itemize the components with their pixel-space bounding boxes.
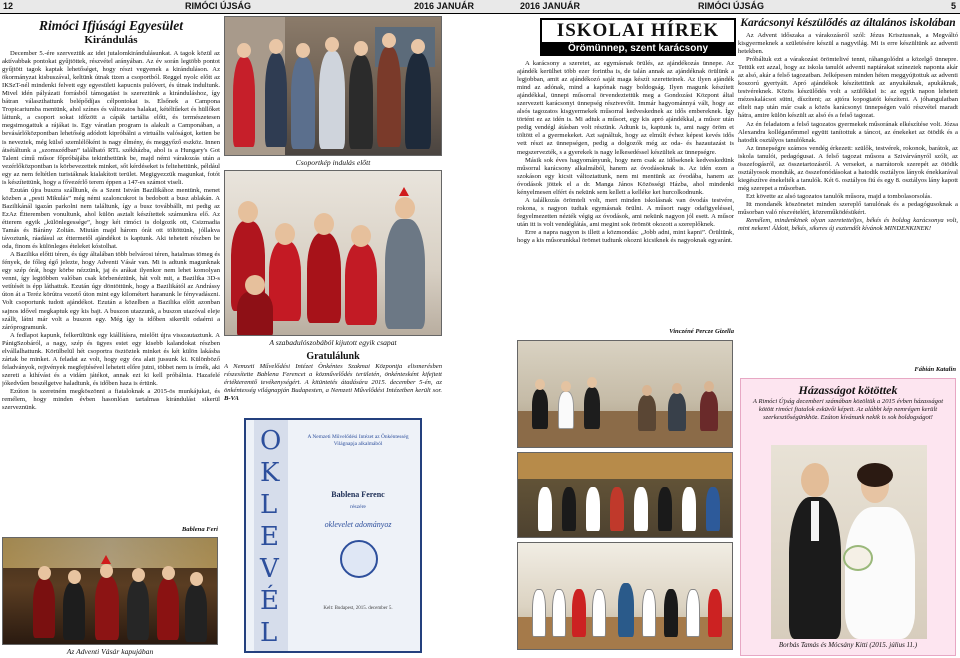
- christmas-paragraph: Az én feladatom a felső tagozatos gyermekek műsorának elkészítése volt. Józsa Alexandra kolléganőmmel együtt tanítottuk a táncot, az énekeket az ötödik és a hatodik osztályos tanulóknak.: [738, 120, 958, 144]
- certificate-letter: K: [260, 458, 280, 488]
- article-paragraph: Ezúton is szeretném megköszönni a fiataloknak a 2015-ös munkájukat, és remélem, hogy minden évben hasonlóan tartalmas kirándulást sikerül szerveznünk.: [2, 387, 220, 412]
- issue-date: 2016 JANUÁR: [413, 1, 474, 11]
- certificate-footer: Kelt: Budapest, 2015. december 5.: [323, 606, 393, 611]
- masthead: RIMÓCI ÚJSÁG: [185, 1, 252, 11]
- christmas-paragraph: Ezt követte az alsó tagozatos tanulók műsora, majd a tombolasorsolás.: [746, 192, 932, 200]
- article-column: [2, 16, 220, 536]
- school-news-body: [517, 60, 734, 328]
- school-news-paragraph: A találkozás örömteli volt, mert minden iskolásnak van óvodás testvére, rokona, s nagyon tudtak egymásnak örülni. A műsort nagy odafigyeléssel, fegyelmezetten nézték végig az óvodások, ami nekünk nagyon jól esett. A műsor után itt is volt vendéglátás, ami megint sok örömöt okozott a szereplőknek.: [517, 196, 734, 228]
- banner-subtitle: Örömünnep, szent karácsony: [542, 42, 734, 55]
- photo-group-departure: [224, 16, 442, 156]
- page-header-right: [480, 0, 960, 14]
- article-paragraph: A fedlapot kapunk, felkerültünk egy kiállításra, mielőtt újra visszautaztunk. A PánigSzobáról, a nagy, szép és ügyes estet egy kisebb kalandokat részben elvállalhattunk. Körülbelül hét csoportra ösztöztek minket és két külön lakásba zártak be minket. A feladat az volt, hogy egy óra alatt jussunk ki. Különböző feladványok, rejtvények megfejtésével lehetett előre jutni, többet nem is írnék, aki szereti a kihívást és a vidám játékot, annak ezt ki kell próbálnia. Hazafelé jókedvűen beszélgetve haladtunk, és időben haza is értünk.: [2, 331, 220, 387]
- article-signature: Bablena Feri: [181, 526, 218, 533]
- congrats-section: [224, 351, 442, 417]
- caption-advent-market: Az Adventi Vásár kapujában: [66, 647, 154, 656]
- masthead: RIMÓCI ÚJSÁG: [698, 1, 765, 11]
- certificate-main: oklevelet adományoz: [324, 520, 392, 529]
- photo-elderly-event: [517, 340, 733, 448]
- school-news-paragraph: A karácsony a szeretet, az egymásnak örülés, az ajándékozás ünnepe. Az ajándék kerülhet több ezer forintba is, de talán annak az ajándéknak örülünk a legjobban, amit az ajándékozó saját maga készít szeretteinek. Az ilyen ajándék mind az adónak, mind a kapónak nagy boldogság. Ilyen magunk készített ajándékkal, ünnepi műsorral örvendeztettük meg a Gondozási Központ által szervezett karácsonyi ünnepség résztvevőit. Immár hagyománnyá vált, hogy az alsós tagozatos kisgyermekek műsorral kedveskednek az idős embereknek. Így történt ez az idén is. Mi adtuk a műsort, egy kis apró ajándékkal, a műsor után pedig vendégl átásban volt részünk. Adtunk is, kaptunk is, ami nagy öröm et töltött el a gyermekeket. Azt sajnáltuk, hogy az elmúlt évhez képest kevés idős vett részt az ünnepségen, pedig a dolgozók még az oda- és hazautazást is megszervezték, s a gyerekek is nagy lelkesedéssel készültek az ünnepségre.: [517, 60, 734, 156]
- photo-christmas-celebration: [517, 542, 733, 650]
- certificate-letter: L: [260, 490, 278, 520]
- certificate-name: Bablena Ferenc: [331, 490, 385, 499]
- school-news-signature: Vinczéné Percze Gizella: [669, 328, 734, 335]
- school-news-paragraph: Másik sok éves hagyományunk, hogy nem csak az időseknek kedveskedünk műsorral karácsony alkalmából, hanem az óvodásoknak is. Az idén ezen a szokáson egy kicsit változtattunk, nem mi mentünk az óvodába, hanem az óvodások jöttek el a dr. Manga János Közösségi Házba, ahol mindenki kényelmesen elfért és nekünk sem kellett a kelléke ket hurcolkodnunk.: [517, 156, 734, 196]
- christmas-paragraph: Remélem, mindenkinek olyan szeretetteljes, békés és boldog karácsonya volt, mint nekem! Áldott, békés, sikeres új esztendőt kívánok MINDENKINEK!: [738, 217, 958, 233]
- congrats-title: Gratulálunk: [306, 351, 360, 362]
- certificate-letter: O: [260, 426, 282, 456]
- christmas-paragraph: Próbáltuk ezt a várakozást örömtelivé tenni, ráhangolódni a közelgő ünnepre. Tettük ezt azzal, hogy az iskola tanulói adventi naptárakat színeztek napontа akár az alsó, akár a felső tagozatban. Jelképesen minden héten meggyújtottuk az adventi koszorú gyertyáit. Apró ajándékok készítettünk az anyukáknak, apukáknak, testvéreknek. Közös készülődés volt a szülőkkel is: az egyik napon lehetett mézeskalácsot sütni, díszíteni; az ajtóra kopogtatót készíteni. A jóhangulatban eltelt nap után már csak a közös karácsonyi ünnepségen való részvétel maradt hátra, amire külön készült az alsó és a felső tagozat.: [738, 56, 958, 120]
- certificate-letter: L: [260, 618, 278, 648]
- caption-group-departure: Csoportkép indulás előtt: [295, 158, 371, 167]
- article-paragraph: A Bazilika előtti téren, és úgy általában több belvárosi téren, hatalmas tömeg és fények, de főleg égő jelezte, hogy Adventi Vásár van. Mi is adtunk magunknak egy szép órát, hogy körbe nézzünk, jaj és arákat ilyenkor nem lehet komolyan venni, így legtöbben valóban csak körbenéztünk, hát volt mit, a Bazilika 3D-s vetítését is épp láthattuk. Ezután úgy döntöttünk, hogy a Bazilikától az Andrássy úton át a Teréz körútra vezető úton mint egy kilométert haranunk le fényvadászni. Volt csoportunk tudott ajándékot. Ezután a közelben a Bazilika előtt azonban sajnos idővel megkaptuk egy kis bajt. A buszon utazzunk, a buszon utazóval eleje szállt, látni már volt a buszon egy. Még így is időben sikerült odaérni a záróprogramunk.: [2, 251, 220, 331]
- christmas-paragraph: Itt mondanék köszönetet minden szereplő tanulónak és a pedagógusoknak a műsorban való részvételért, közreműködésükért.: [738, 200, 958, 217]
- photo-escape-room: [224, 170, 442, 336]
- school-news-paragraph: Erre a napra nagyon is illett a közmondás: „Jobb adni, mint kapni”. Örültünk, hogy a kis műsorunkkal örömet tudtunk okozni kicsiknek és nagyoknak egyaránt.: [517, 228, 734, 245]
- photo-kindergarten-show: [517, 452, 733, 538]
- issue-date: 2016 JANUÁR: [520, 1, 581, 11]
- christmas-paragraph: Az Advent időszaka a várakozásról szól: Jézus Krisztusnak, a Megváltó kisgyermeknek a születésére készül a nagyvilág. Mi is erre készültünk az adventi hetekben.: [738, 32, 958, 56]
- christmas-paragraph: Az ünnepségre számos vendég érkezett: szülők, testvérek, rokonok, barátok, az iskola tanulói, pedagógusai. A felső tagozat műsora a Szivárványról szólt, az összefogásról, az összetartozásról. A verseket, a narrátorok szerepét az ötödik osztályosok mondták, az összefonódásokat a hatodik osztályos lányok énekkarával kiegészítve énekelték a tanulók. Két 6. osztályos fiú és egy 8. osztályos lány kapott még szerepet a műsorban.: [738, 144, 958, 192]
- certificate-line: részére: [350, 504, 366, 510]
- certificate-letter: E: [260, 522, 279, 552]
- photo-wedding-couple: [771, 445, 927, 639]
- wedding-section: [740, 378, 956, 656]
- certificate-letter: V: [260, 554, 279, 584]
- page-header-left: [0, 0, 480, 14]
- page-number: 5: [950, 1, 956, 11]
- congrats-signature: B-VA: [224, 395, 239, 402]
- christmas-signature: Fábián Katalin: [914, 366, 956, 373]
- wedding-text: A Rimóci Újság decemberi számában közöltük a 2015 évben házasságot kötött rimóci fiatalok esküvői képeit. Az alábbi kép nemrégen került szerkesztőségünkhöz. Ezúton kívánunk nekik is sok boldogságot!: [752, 398, 944, 421]
- banner-title: ISKOLAI HÍREK: [556, 20, 720, 41]
- wedding-title: Házasságot kötöttek: [798, 383, 898, 397]
- certificate-org: A Nemzeti Művelődési Intézet az Önkéntesség Világnapja alkalmából: [307, 434, 409, 447]
- article-subtitle: Kirándulás: [84, 34, 138, 46]
- page-number: 12: [3, 1, 14, 11]
- article-paragraph: Ezután újra buszra szálltunk, és a Szent István Bazilikához mentünk, menet közben a „pesti Mikulás” még némi szaloncukrot is bedobott a busz ablakán. A Bazilikánál igazán parkolni nem találtunk, így a busz továbbállt, mi pedig az EzAz Étteremben vonultunk, ahol külön asztalt készítettek számunkra elő. Az étterem egyik „különlegessége”, hogy két rimóci is dolgozik ott, Csizmadia Tamás és Bárány Zoltán. Miután majd három órát ott töltöttünk, jóllakva távoztunk, ráadásul az éttermetől ajándékot is kaptunk. Aki tehetett részben be oda, finom és különleges ételeket kóstolhat.: [2, 186, 220, 251]
- christmas-title: Karácsonyi készülődés az általános iskolában: [740, 17, 956, 29]
- christmas-section: [738, 16, 958, 386]
- article-paragraph: December 5.-ére szerveztük az idei jutalomkirándulásunkat. A tagok közül az aktívabbak pontokat gyűjtöttek, részvétel arányában. Az év során legtöbb pontot gyűjtött tagok kaptak lehetőséget, hogy részt vegyenek a kiránduláson. Az ökormányzat kisbuszával, keltünk útnak tizen a csoportból. Reggel nyolc előtt az IKSzT-nél mindenki felvett egy egyesületi kapucnis pulóvert, és útnak indultunk. Mivel idén pályázati forrásból támogatást is szereztünk a kiránduláshoz, így bátran választhattunk belépődíjas célpontokat is. Elsőnek a Campona Tropicariumba mentünk, ahol színes és változatos halakat, kétéltűeket és hüllőket láttunk, a csoport sokat időzött a cápák tartália előtt, és természetesen megsimogattuk a rájákat is. Egy váratlan program is alakult a Camponában, a bevásárlóközpontban lehetőség adódott kipróbálni a virtuális valóságot, ketten be is neveztek, még külső szemlélőként is nagy élmény, és meggyőző eszköz. Innen átsétáltunk a „szomszédban” található RTL székházba, ahol is a Hungary's Got Talent című műsor főpróbájába tekinthettünk be, majd némi várakozás után a vezérlőközpontban is körbevezettek minket, sőt kérdéseket is feltehettünk, például egy az nem feltétlen turistáknak kialakított terület. Megigyezzük magunkat, fotót is készítettünk, hogy a fővezérlő terem éppen a 147-es számot viseli.: [2, 50, 220, 186]
- article-title: Rimóci Ifjúsági Egyesület: [38, 18, 183, 33]
- certificate-seal: [340, 540, 378, 578]
- school-news-banner: [540, 18, 736, 56]
- wedding-caption: Borbás Tamás és Mócsány Kitti (2015. július 11.): [778, 641, 918, 649]
- certificate-image: [244, 418, 422, 653]
- congrats-text: A Nemzeti Művelődési Intézet Önkéntes Szakmai Központja elismerésben részesítette Bablena Ferencet a közművelődés területén, önkéntesként kifejtett értékteremtő tevékenységért. A kitüntetés átadására 2015. december 5-én, az önkéntesség világnapján Budapesten, a Nemzeti Művelődési Intézetben került sor.: [224, 363, 442, 394]
- article-body: [2, 50, 220, 412]
- caption-escape-room: A szabadulószobából kijutott egyik csapat: [269, 338, 397, 347]
- photo-advent-market: [2, 537, 218, 645]
- page-5: [480, 0, 960, 658]
- certificate-letter: É: [260, 586, 279, 616]
